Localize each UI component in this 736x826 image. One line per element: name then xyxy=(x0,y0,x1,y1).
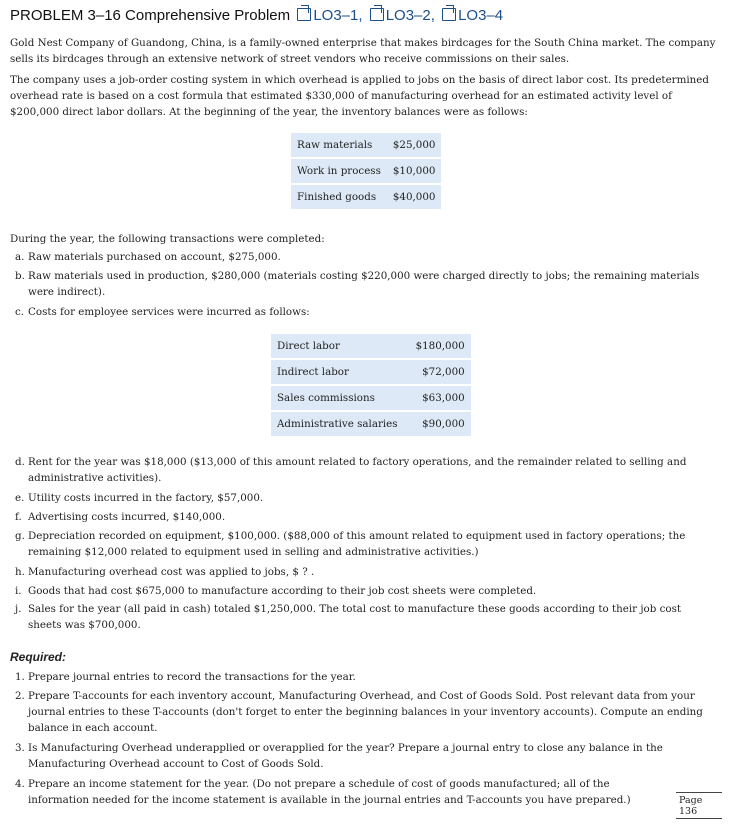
table-row xyxy=(291,133,441,158)
table-cell-label: Sales commissions xyxy=(271,385,410,411)
external-link-icon[interactable] xyxy=(297,8,311,21)
lo-link-3[interactable]: LO3–4 xyxy=(458,7,504,24)
page-number-label: Page 136 xyxy=(676,795,722,819)
table-cell-label: Raw materials xyxy=(291,133,387,158)
table-cell-value: $10,000 xyxy=(387,158,442,184)
table-cell-label: Work in process xyxy=(291,158,387,184)
list-item: 3. Is Manufacturing Overhead underapplied or overapplied for the year? Prepare a journal entry to close any balance in the Manufacturing Overhead account to Cost of Goods Sold. xyxy=(15,742,663,770)
list-item: j. Sales for the year (all paid in cash) totaled $1,250,000. The total cost to manufacture these goods according to their job cost sheets was $700,000. xyxy=(15,603,681,631)
list-item: e. Utility costs incurred in the factory, $57,000. xyxy=(15,492,264,504)
intro-paragraph-1: Gold Nest Company of Guandong, China, is a family-owned enterprise that makes birdcages for the South China market. The company sells its birdcages through an extensive network of street vendors who receive commissions on their sales. xyxy=(10,37,716,65)
table-cell-value: $40,000 xyxy=(387,184,442,210)
transactions-intro: During the year, the following transactions were completed: xyxy=(10,233,325,245)
list-item: a. Raw materials purchased on account, $275,000. xyxy=(15,251,281,263)
table-cell-value: $90,000 xyxy=(410,411,471,437)
table-cell-label: Indirect labor xyxy=(271,359,410,385)
list-item: b. Raw materials used in production, $280,000 (materials costing $220,000 were charged directly to jobs; the remaining materials were indirect). xyxy=(15,270,700,298)
list-item: d. Rent for the year was $18,000 ($13,000 of this amount related to factory operations, and the remainder related to selling and administrative activities). xyxy=(15,456,687,484)
table-row xyxy=(291,158,441,184)
table-row xyxy=(271,411,471,437)
list-item: 1. Prepare journal entries to record the transactions for the year. xyxy=(15,671,356,683)
list-item: h. Manufacturing overhead cost was applied to jobs, $ ? . xyxy=(15,566,315,578)
list-item: f. Advertising costs incurred, $140,000. xyxy=(15,511,226,523)
table-cell-value: $72,000 xyxy=(410,359,471,385)
table-row xyxy=(271,334,471,359)
external-link-icon[interactable] xyxy=(442,8,456,21)
list-item: i. Goods that had cost $675,000 to manufacture according to their job cost sheets were completed. xyxy=(15,585,537,597)
table-cell-label: Administrative salaries xyxy=(271,411,410,437)
intro-paragraph-2: The company uses a job-order costing system in which overhead is applied to jobs on the basis of direct labor cost. Its predetermined overhead rate is based on a cost formula that estimated $330,000 of manufacturing overhead for an estimated activity level of $200,000 direct labor dollars. At the beginning of the year, the inventory balances were as follows: xyxy=(10,74,709,118)
table-cell-label: Finished goods xyxy=(291,184,387,210)
table-row xyxy=(291,184,441,210)
list-item: 2. Prepare T-accounts for each inventory account, Manufacturing Overhead, and Cost of Goods Sold. Post relevant data from your journal entries to these T-accounts (don't forget to enter the beginning balances in your inventory accounts). Compute an ending balance in each account. xyxy=(15,690,703,734)
table-cell-value: $63,000 xyxy=(410,385,471,411)
problem-heading: PROBLEM 3–16 Comprehensive Problem xyxy=(10,7,291,24)
problem-title: PROBLEM 3–16 Comprehensive Problem LO3–1, LO3–2, LO3–4 xyxy=(10,7,504,24)
list-item: g. Depreciation recorded on equipment, $100,000. ($88,000 of this amount related to equipment used in factory operations; the remaining $12,000 related to equipment used in selling and administrative activities.) xyxy=(15,530,686,558)
employee-costs-table xyxy=(271,334,471,438)
inventory-balances-table xyxy=(291,133,441,211)
lo-link-2[interactable]: LO3–2 xyxy=(385,7,431,24)
list-item: 4. Prepare an income statement for the year. (Do not prepare a schedule of cost of goods manufactured; all of the information needed for the income statement is available in the journal entries and T-accounts you have prepared.) xyxy=(15,778,631,806)
table-row xyxy=(271,359,471,385)
lo-link-1[interactable]: LO3–1 xyxy=(313,7,359,24)
table-cell-value: $180,000 xyxy=(410,334,471,359)
table-cell-value: $25,000 xyxy=(387,133,442,158)
external-link-icon[interactable] xyxy=(370,8,384,21)
table-cell-label: Direct labor xyxy=(271,334,410,359)
required-heading: Required: xyxy=(10,650,67,664)
list-item: c. Costs for employee services were incurred as follows: xyxy=(15,306,310,318)
table-row xyxy=(271,385,471,411)
